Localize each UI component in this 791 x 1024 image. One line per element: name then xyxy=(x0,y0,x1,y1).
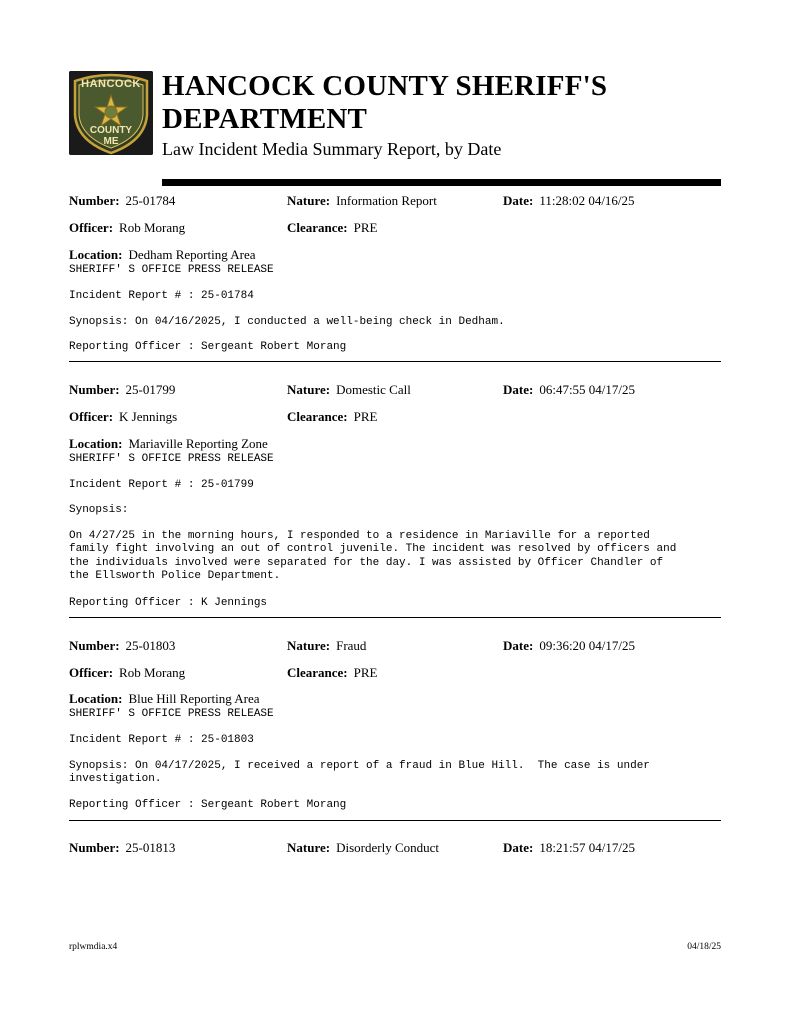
officer-field: Officer: K Jennings xyxy=(69,409,178,424)
synopsis-text-line: On 4/27/25 in the morning hours, I responded to a residence in Mariaville for a reported xyxy=(69,530,650,542)
synopsis-text-line: the individuals involved were separated for the day. I was assisted by Officer Chandler of xyxy=(69,556,664,569)
synopsis-text-line: investigation. xyxy=(69,773,162,786)
location-value: Dedham Reporting Area xyxy=(128,247,256,262)
officer-field: Officer: Rob Morang xyxy=(69,220,186,235)
officer-name: Rob Morang xyxy=(119,220,186,235)
incident-number: 25-01784 xyxy=(125,193,176,208)
synopsis-text-line: family fight involving an out of control juvenile. The incident was resolved by officers and xyxy=(69,543,677,556)
incident-number: 25-01799 xyxy=(125,382,176,397)
nature-field: Nature: Information Report xyxy=(287,193,437,208)
location-field: Location: Mariaville Reporting Zone xyxy=(69,436,268,451)
clearance-field: Clearance: PRE xyxy=(287,409,378,424)
date-field: Date: 09:36:20 04/17/25 xyxy=(503,638,636,653)
logo-text-top: HANCOCK xyxy=(81,78,141,90)
synopsis-line: Synopsis: On 04/16/2025, I conducted a well-being check in Dedham. xyxy=(69,316,505,328)
incident-number: 25-01813 xyxy=(125,840,176,855)
officer-name: K Jennings xyxy=(119,409,178,424)
incident-date: 11:28:02 04/16/25 xyxy=(539,193,635,208)
incident-date: 06:47:55 04/17/25 xyxy=(539,382,636,397)
date-field: Date: 11:28:02 04/16/25 xyxy=(503,193,635,208)
logo-text-state: ME xyxy=(103,136,119,147)
number-field: Number: 25-01803 xyxy=(69,638,176,653)
reporting-officer-line: Reporting Officer : Sergeant Robert Morang xyxy=(69,341,347,353)
date-field: Date: 06:47:55 04/17/25 xyxy=(503,382,636,397)
incident-nature: Fraud xyxy=(336,638,367,653)
reporting-officer-line: Reporting Officer : Sergeant Robert Morang xyxy=(69,799,347,811)
logo-text-bottom: COUNTY xyxy=(89,125,133,136)
nature-field: Nature: Domestic Call xyxy=(287,382,411,397)
location-value: Blue Hill Reporting Area xyxy=(128,691,260,706)
nature-field: Nature: Fraud xyxy=(287,638,367,653)
incident-report-line: Incident Report # : 25-01799 xyxy=(69,479,254,491)
press-release-line: SHERIFF' S OFFICE PRESS RELEASE xyxy=(69,453,274,465)
incident-report-line: Incident Report # : 25-01803 xyxy=(69,734,254,746)
header-divider xyxy=(162,179,721,186)
press-release-line: SHERIFF' S OFFICE PRESS RELEASE xyxy=(69,708,274,720)
nature-field: Nature: Disorderly Conduct xyxy=(287,840,439,855)
sheriff-badge-logo xyxy=(69,71,153,155)
department-title-line1: HANCOCK COUNTY SHERIFF'S xyxy=(162,70,608,102)
date-field: Date: 18:21:57 04/17/25 xyxy=(503,840,636,855)
incident-nature: Information Report xyxy=(336,193,437,208)
report-subtitle: Law Incident Media Summary Report, by Date xyxy=(162,139,502,159)
location-field: Location: Blue Hill Reporting Area xyxy=(69,691,260,706)
synopsis-label: Synopsis: xyxy=(69,504,129,516)
synopsis-text-line: the Ellsworth Police Department. xyxy=(69,570,281,583)
footer-print-date: 04/18/25 xyxy=(687,942,721,952)
incident-date: 09:36:20 04/17/25 xyxy=(539,638,636,653)
officer-field: Officer: Rob Morang xyxy=(69,665,186,680)
clearance-value: PRE xyxy=(353,665,378,680)
number-field: Number: 25-01784 xyxy=(69,193,176,208)
officer-name: Rob Morang xyxy=(119,665,186,680)
synopsis-text-line: Synopsis: On 04/17/2025, I received a report of a fraud in Blue Hill. The case is under xyxy=(69,760,650,772)
clearance-field: Clearance: PRE xyxy=(287,665,378,680)
footer-report-id: rplwmdia.x4 xyxy=(69,942,118,952)
incident-number: 25-01803 xyxy=(125,638,176,653)
clearance-value: PRE xyxy=(353,220,378,235)
record-divider xyxy=(69,617,721,618)
number-field: Number: 25-01813 xyxy=(69,840,176,855)
incident-date: 18:21:57 04/17/25 xyxy=(539,840,636,855)
incident-nature: Disorderly Conduct xyxy=(336,840,439,855)
record-divider xyxy=(69,820,721,821)
number-field: Number: 25-01799 xyxy=(69,382,176,397)
location-field: Location: Dedham Reporting Area xyxy=(69,247,256,262)
incident-nature: Domestic Call xyxy=(336,382,411,397)
press-release-line: SHERIFF' S OFFICE PRESS RELEASE xyxy=(69,264,274,276)
incident-report-line: Incident Report # : 25-01784 xyxy=(69,290,254,302)
reporting-officer-line: Reporting Officer : K Jennings xyxy=(69,597,268,609)
record-divider xyxy=(69,361,721,362)
department-title-line2: DEPARTMENT xyxy=(162,103,368,135)
clearance-field: Clearance: PRE xyxy=(287,220,378,235)
clearance-value: PRE xyxy=(353,409,378,424)
location-value: Mariaville Reporting Zone xyxy=(128,436,268,451)
